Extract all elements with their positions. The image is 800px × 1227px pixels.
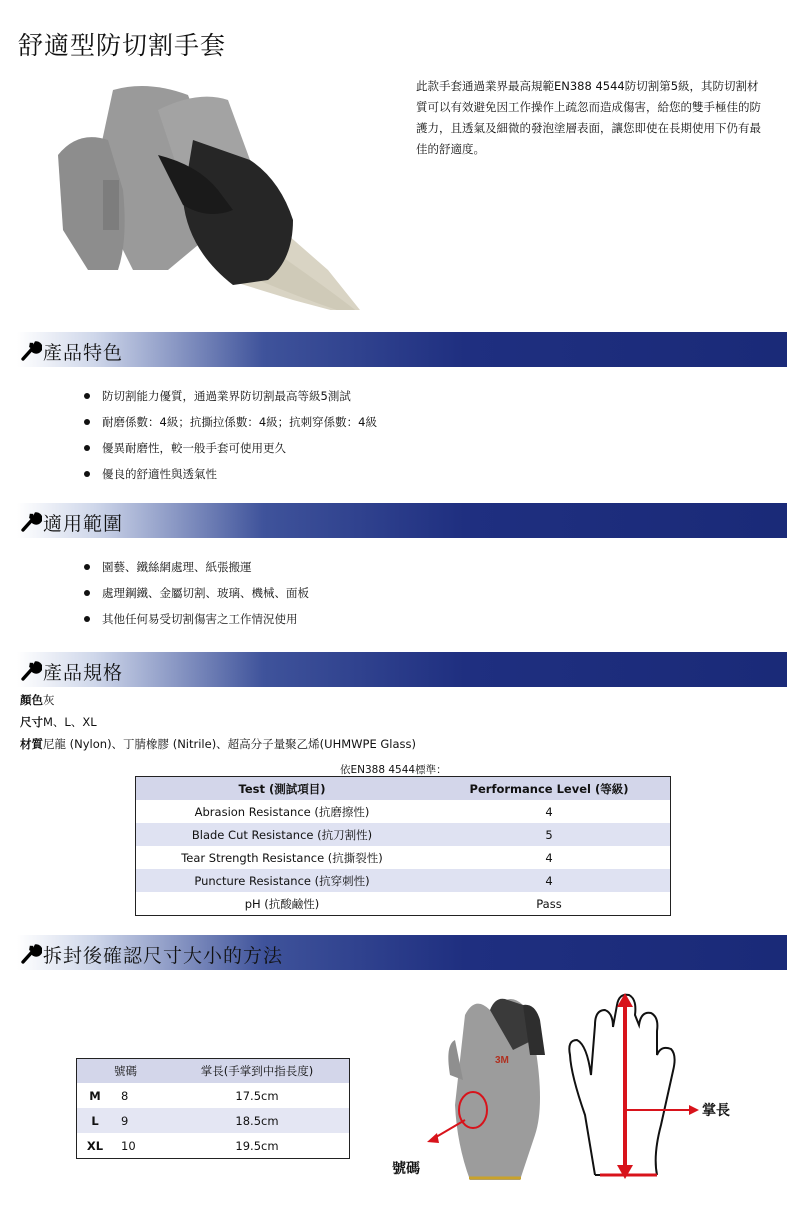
- length-cell: 18.5cm: [165, 1108, 350, 1133]
- intro-text: 此款手套通過業界最高規範EN388 4544防切割第5級，其防切割材質可以有效避免因工作操作上疏忽而造成傷害，給您的雙手極佳的防護力，且透氣及細微的發泡塗層表面，讓您即使在長期使用下仍有最佳的舒適度。: [416, 79, 761, 156]
- code-cell: 10: [121, 1138, 136, 1153]
- length-cell: 17.5cm: [235, 1088, 279, 1103]
- code-cell: 9: [113, 1108, 165, 1133]
- section-title: 拆封後確認尺寸大小的方法: [43, 945, 284, 967]
- list-item: 耐磨係數：4級；抗撕拉係數：4級；抗刺穿係數：4級: [80, 412, 377, 438]
- section-header-features: [17, 332, 787, 367]
- column-header: [77, 1059, 114, 1084]
- page-title: 舒適型防切割手套: [18, 31, 227, 60]
- test-cell: Abrasion Resistance (抗磨擦性): [194, 804, 370, 819]
- size-measure-figure: [395, 985, 755, 1185]
- section-title: 產品規格: [43, 662, 124, 684]
- section-title: 適用範圍: [43, 513, 124, 535]
- level-cell: 5: [428, 823, 671, 846]
- test-cell: Blade Cut Resistance (抗刀割性): [136, 823, 429, 846]
- table-row: [77, 1133, 350, 1159]
- list-item: 園藝、鐵絲網處理、紙張搬運: [80, 557, 309, 583]
- table-row: [136, 846, 671, 869]
- glove-knife-image: [18, 70, 390, 310]
- level-cell: 4: [428, 869, 671, 892]
- table-row: [77, 1083, 350, 1108]
- size-cell: XL: [86, 1138, 104, 1153]
- glove-image: [448, 999, 545, 1180]
- size-table: [76, 1058, 350, 1159]
- section-title: 產品特色: [43, 342, 124, 364]
- test-cell: pH (抗酸鹼性): [244, 896, 320, 911]
- hand-outline-icon: [569, 995, 674, 1175]
- list-item: 防切割能力優質，通過業界防切割最高等級5測試: [80, 386, 377, 412]
- standard-caption: 依EN388 4544標準：: [340, 764, 447, 776]
- list-item: 優異耐磨性，較一般手套可使用更久: [80, 438, 377, 464]
- table-row: [136, 892, 671, 916]
- wrench-icon: [20, 659, 42, 681]
- size-cell: L: [77, 1108, 114, 1133]
- list-item: 處理鋼鐵、金屬切割、玻璃、機械、面板: [80, 583, 309, 609]
- spec-material: 材質尼龍 (Nylon)、丁腈橡膠 (Nitrile)、超高分子量聚乙烯(UHMWPE Glass): [20, 737, 417, 751]
- table-row: [77, 1108, 350, 1133]
- list-item: 優良的舒適性與透氣性: [80, 464, 377, 490]
- level-cell: 4: [545, 850, 553, 865]
- column-header: 號碼: [113, 1059, 165, 1084]
- application-list: [80, 557, 309, 635]
- table-row: [136, 823, 671, 846]
- length-cell: 19.5cm: [235, 1138, 279, 1153]
- table-row: [136, 800, 671, 823]
- test-cell: Puncture Resistance (抗穿刺性): [136, 869, 429, 892]
- section-header-applications: [17, 503, 787, 538]
- table-row: [136, 869, 671, 892]
- column-header: 掌長(手掌到中指長度): [165, 1059, 350, 1084]
- glove-logo-text: 3M: [495, 1055, 509, 1066]
- size-cell: M: [89, 1088, 101, 1103]
- section-header-sizing: [17, 935, 787, 970]
- spec-color: 顏色灰: [20, 693, 55, 707]
- spec-size: 尺寸M、L、XL: [20, 715, 97, 729]
- section-header-specs: [17, 652, 787, 687]
- table-header-row: [136, 777, 671, 801]
- figure-code-label: 號碼: [392, 1161, 420, 1177]
- feature-list: [80, 386, 377, 490]
- test-cell: Tear Strength Resistance (抗撕裂性): [181, 850, 383, 865]
- level-cell: Pass: [536, 896, 562, 911]
- wrench-icon: [20, 339, 42, 361]
- performance-table: [135, 776, 671, 916]
- code-cell: 8: [121, 1088, 129, 1103]
- table-header-row: [77, 1059, 350, 1084]
- level-cell: 4: [545, 804, 553, 819]
- column-header: Performance Level (等級): [428, 777, 671, 801]
- wrench-icon: [20, 510, 42, 532]
- list-item: 其他任何易受切割傷害之工作情況使用: [80, 609, 309, 635]
- wrench-icon: [20, 942, 42, 964]
- column-header: Test (測試項目): [136, 777, 429, 801]
- figure-palm-label: 掌長: [702, 1103, 730, 1119]
